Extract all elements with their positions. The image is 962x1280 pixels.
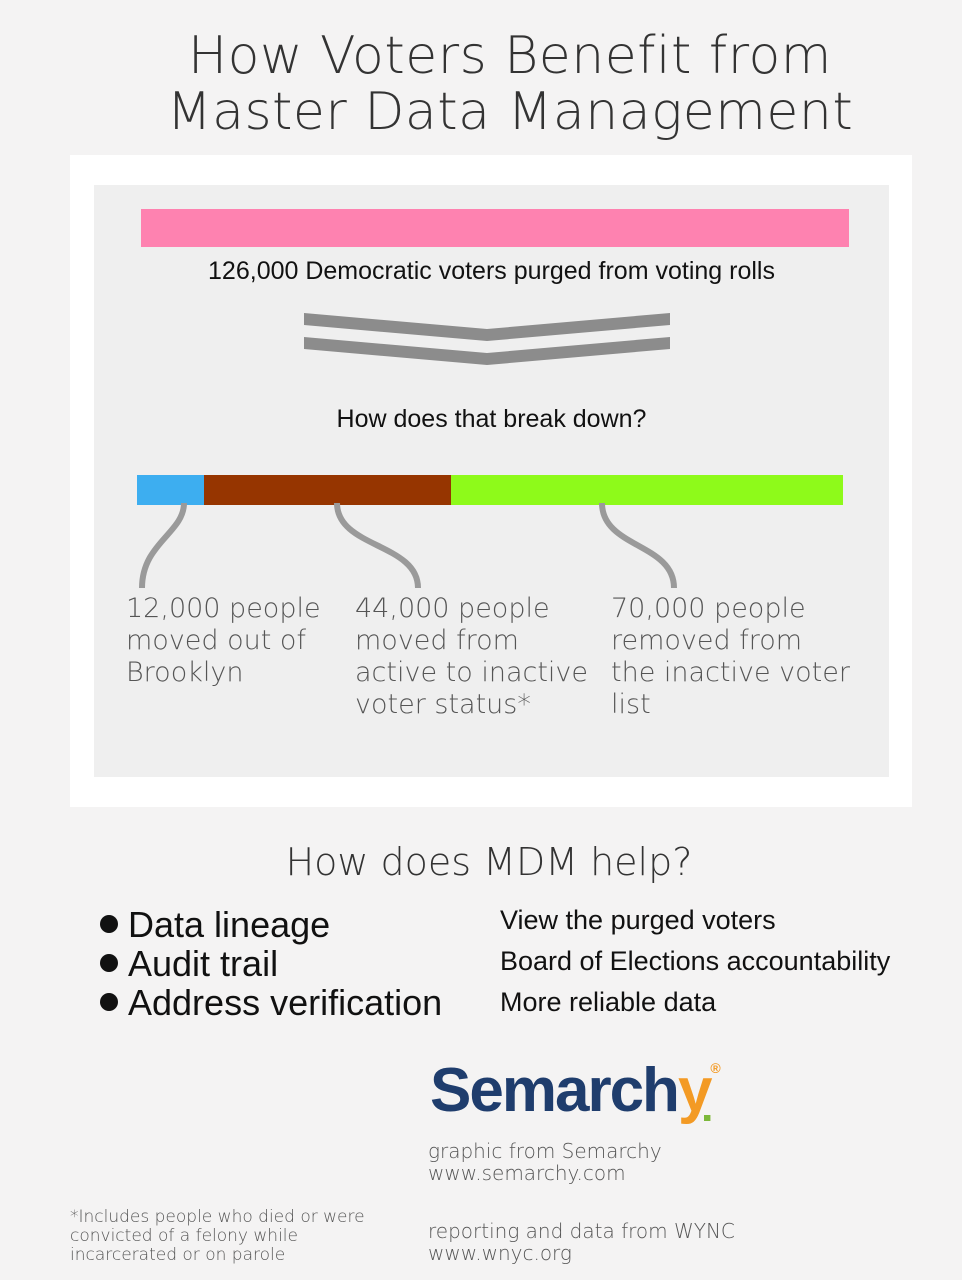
connector-moved-out: [142, 503, 184, 588]
feature-item: Address verification: [100, 983, 442, 1022]
down-chevron-icon: [304, 313, 670, 377]
breakdown-bar: [137, 475, 843, 505]
semarchy-logo: Semarchy®: [430, 1056, 721, 1125]
benefit-item: Board of Elections accountability: [500, 946, 891, 976]
reporting-credit: reporting and data from WYNC www.wnyc.org: [428, 1219, 735, 1265]
feature-item: Data lineage: [100, 905, 442, 944]
segment-label-removed: 70,000 people removed from the inactive voter list: [611, 593, 850, 720]
breakdown-panel: [94, 185, 889, 777]
total-purged-bar: [141, 209, 849, 247]
footnote: *Includes people who died or were convicted of a felony while incarcerated or on parole: [70, 1207, 365, 1265]
title-line-2: Master Data Management: [166, 82, 854, 142]
feature-item: Audit trail: [100, 944, 442, 983]
bullet-icon: [100, 993, 118, 1011]
mdm-help-heading: How does MDM help?: [285, 840, 693, 884]
bullet-icon: [100, 915, 118, 933]
mdm-feature-list: [100, 905, 442, 1022]
page-title: [0, 28, 962, 140]
graphic-credit: graphic from Semarchy www.semarchy.com: [428, 1139, 662, 1185]
title-line-1: How Voters Benefit from: [188, 26, 832, 86]
total-purged-label: 126,000 Democratic voters purged from voting rolls: [208, 257, 775, 285]
breakdown-question: How does that break down?: [336, 405, 647, 433]
segment-active-to-inactive: [204, 475, 451, 505]
segment-label-active-inactive: 44,000 people moved from active to inactive voter status*: [355, 593, 589, 720]
connector-removed: [602, 503, 674, 588]
connector-active-inactive: [337, 503, 418, 588]
segment-removed: [451, 475, 843, 505]
breakdown-card: [70, 155, 912, 807]
segment-label-moved-out: 12,000 people moved out of Brooklyn: [126, 593, 321, 688]
benefit-item: More reliable data: [500, 987, 717, 1017]
connector-lines: [94, 503, 889, 593]
bullet-icon: [100, 954, 118, 972]
benefit-item: View the purged voters: [500, 905, 776, 935]
mdm-benefit-list: [500, 905, 890, 1028]
segment-moved-out: [137, 475, 204, 505]
